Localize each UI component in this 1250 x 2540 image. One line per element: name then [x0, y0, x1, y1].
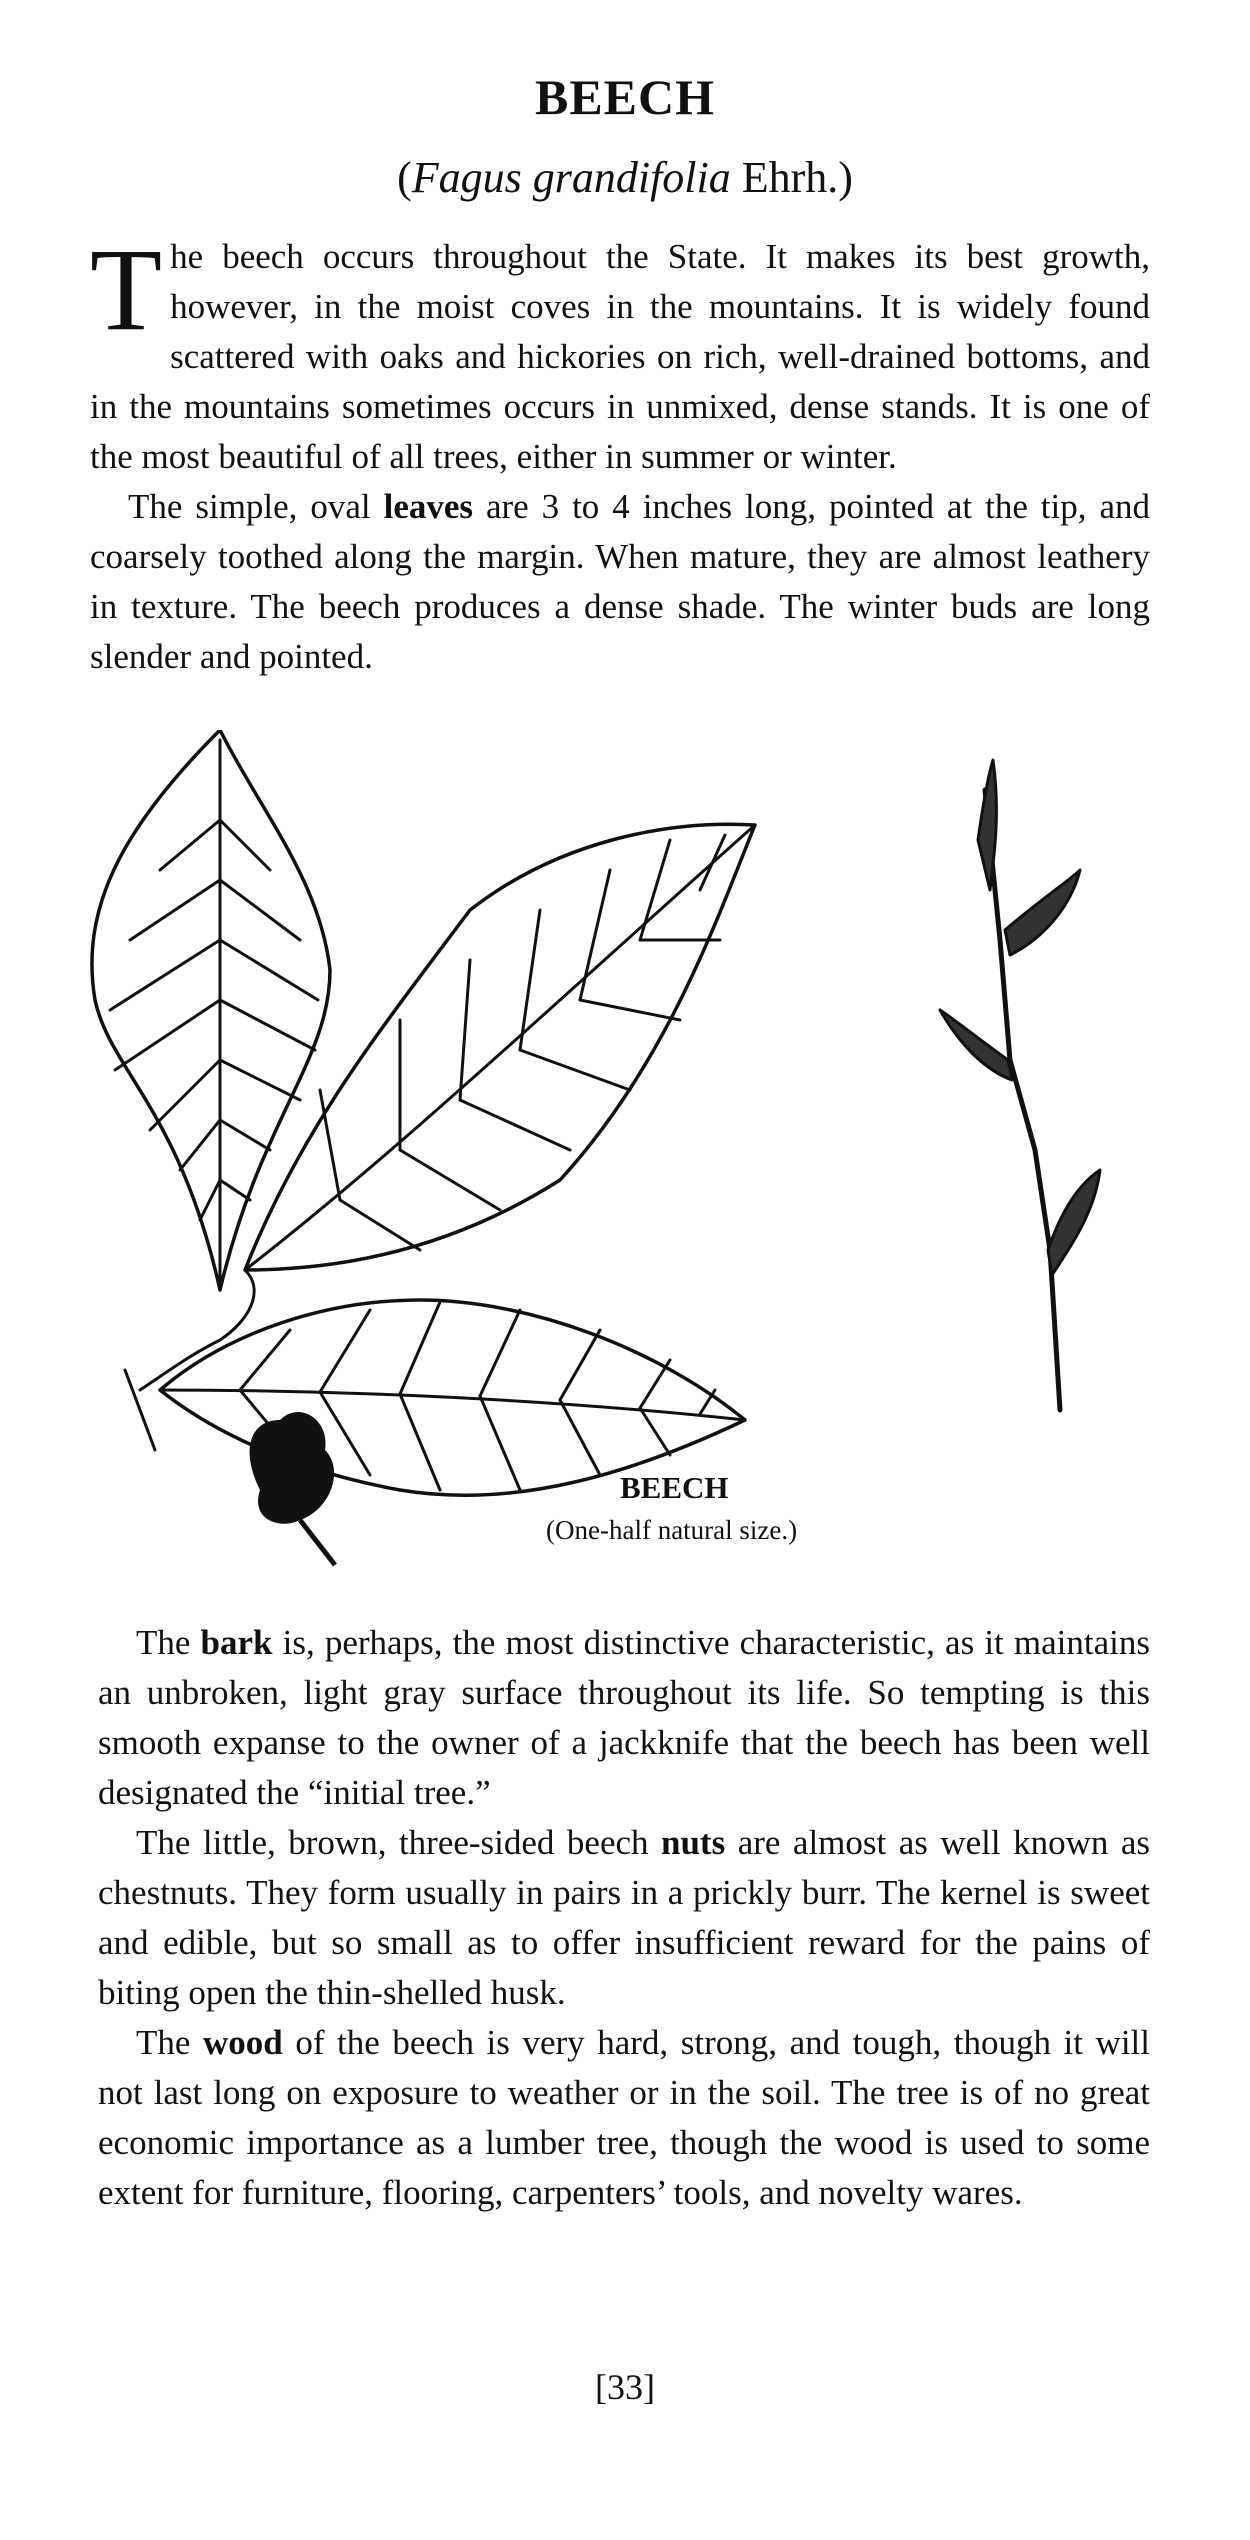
paragraph-3-post: is, perhaps, the most distinctive characteristic, as it maintains an unbroken, light gray surface throughout its life. So tempting is this smooth expanse to the owner of a jackknife that the beech has been well designated the “initial tree.”	[98, 1623, 1150, 1812]
paragraph-5-pre: The	[136, 2023, 203, 2062]
author-abbrev: Ehrh.	[730, 153, 839, 202]
lower-leaf	[160, 1300, 745, 1495]
figure-caption-title: BEECH	[620, 1470, 729, 1505]
paragraph-4-post: are almost as well known as chestnuts. They form usually in pairs in a prickly burr. The kernel is sweet and edible, but so small as to offer insufficient reward for the pains of biting open the thin-shelled husk.	[98, 1823, 1150, 2012]
paragraph-2-pre: The simple, oval	[128, 487, 384, 526]
beech-burr	[250, 1412, 335, 1565]
paragraph-5	[98, 2018, 1150, 2218]
paragraph-1-text: he beech occurs throughout the State. It makes its best growth, however, in the moist coves in the mountains. It is widely found scattered with oaks and hickories on rich, well-drained bottoms, and in the mountains sometimes occurs in unmixed, dense stands. It is one of the most beautiful of all trees, either in summer or winter.	[90, 237, 1150, 476]
drop-cap: T	[90, 224, 163, 355]
body-text	[98, 1618, 1150, 2218]
paragraph-5-post: of the beech is very hard, strong, and tough, though it will not last long on exposure to weather or in the soil. The tree is of no great economic importance as a lumber tree, though the wood is used to some extent for furniture, flooring, carpenters’ tools, and novelty wares.	[98, 2023, 1151, 2212]
paragraph-2-post: are 3 to 4 inches long, pointed at the tip, and coarsely toothed along the margin. When mature, they are almost leathery in texture. The beech produces a dense shade. The winter buds are long slender and pointed.	[90, 487, 1150, 676]
large-leaf	[245, 824, 755, 1270]
figure-caption-scale: (One-half natural size.)	[546, 1515, 798, 1545]
keyword-wood: wood	[203, 2023, 283, 2062]
branch-stem	[140, 1270, 254, 1390]
paragraph-1	[90, 224, 1150, 482]
latin-name: Fagus grandifolia	[411, 153, 731, 202]
scientific-name: (Fagus grandifolia Ehrh.)	[397, 153, 853, 202]
paragraph-3	[98, 1618, 1150, 1818]
paragraph-4-pre: The little, brown, three-sided beech	[136, 1823, 661, 1862]
keyword-leaves: leaves	[383, 487, 474, 526]
keyword-nuts: nuts	[661, 1823, 726, 1862]
paragraph-3-pre: The	[136, 1623, 201, 1662]
upright-leaf	[92, 730, 330, 1290]
paragraph-4	[98, 1818, 1150, 2018]
page-title: BEECH	[534, 69, 716, 125]
beech-illustration	[0, 730, 1250, 1610]
keyword-bark: bark	[200, 1623, 273, 1662]
intro-text	[90, 224, 1150, 682]
winter-twig	[940, 760, 1100, 1410]
page-number: [33]	[595, 2367, 655, 2407]
paragraph-2	[90, 482, 1150, 682]
